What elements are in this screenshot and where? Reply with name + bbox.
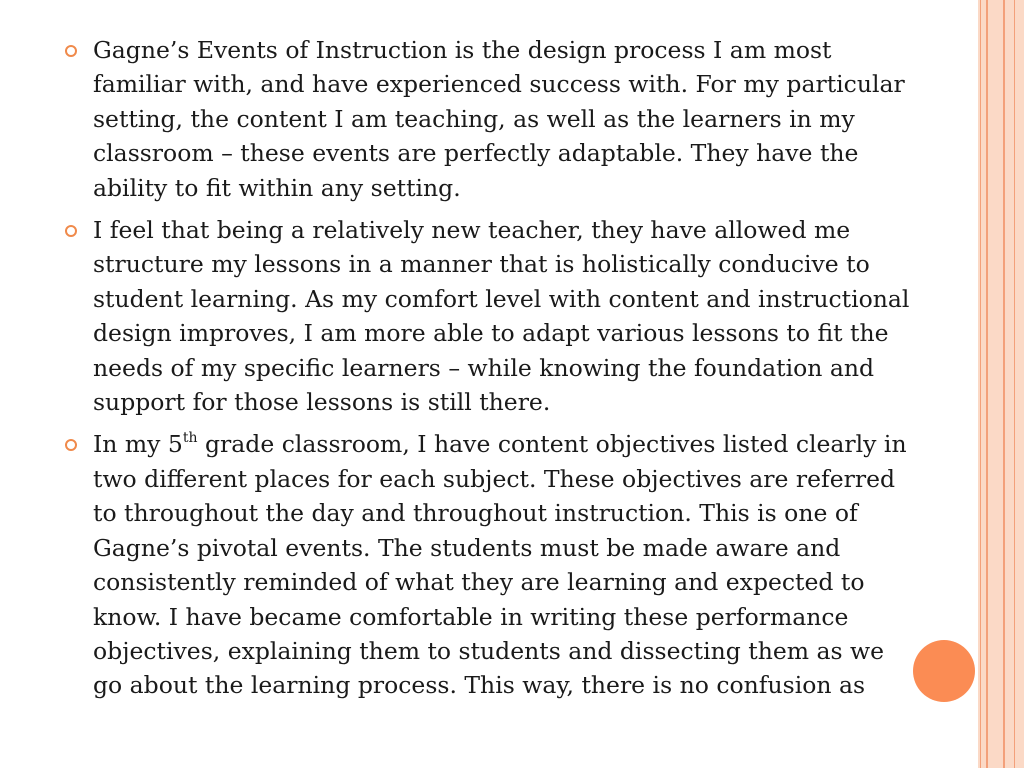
right-border-band <box>978 0 1024 768</box>
circle-bullet-icon <box>65 439 77 451</box>
bullet-text <box>93 430 907 699</box>
border-stripe <box>986 0 988 768</box>
bullet-item-1 <box>60 33 910 205</box>
bullet-text-end: grade classroom, I have content objectives listed clearly in two different places for each subject. These objectives are referred to throughout the day and throughout instruction. This is one of Gagne’s pivotal events. The students must be made aware and consistently reminded of what they are learning and expected to know. I have became comfortable in writing these performance objectives, explaining them to students and dissecting them as we go about the learning process. This way, there is no confusion as <box>93 430 907 700</box>
circle-bullet-icon <box>65 225 77 237</box>
bullet-list <box>60 33 910 711</box>
circle-bullet-icon <box>65 45 77 57</box>
border-stripe <box>1003 0 1005 768</box>
ordinal-superscript: th <box>182 429 198 446</box>
bullet-text: I feel that being a relatively new teacher, they have allowed me structure my lessons in a manner that is holistically conducive to student learning. As my comfort level with content and instructional design improves, I am more able to adapt various lessons to fit the needs of my specific learners – while knowing the foundation and support for those lessons is still there. <box>93 216 910 417</box>
border-stripe <box>980 0 981 768</box>
bullet-item-3 <box>60 427 910 702</box>
bullet-text-start: In my 5 <box>93 430 183 459</box>
border-stripe <box>1014 0 1015 768</box>
bullet-text: Gagne’s Events of Instruction is the design process I am most familiar with, and have experienced success with. For my particular setting, the content I am teaching, as well as the learners in my classroom – these events are perfectly adaptable. They have the ability to fit within any setting. <box>93 36 905 202</box>
bullet-item-2 <box>60 213 910 419</box>
decorative-circle <box>913 640 975 702</box>
